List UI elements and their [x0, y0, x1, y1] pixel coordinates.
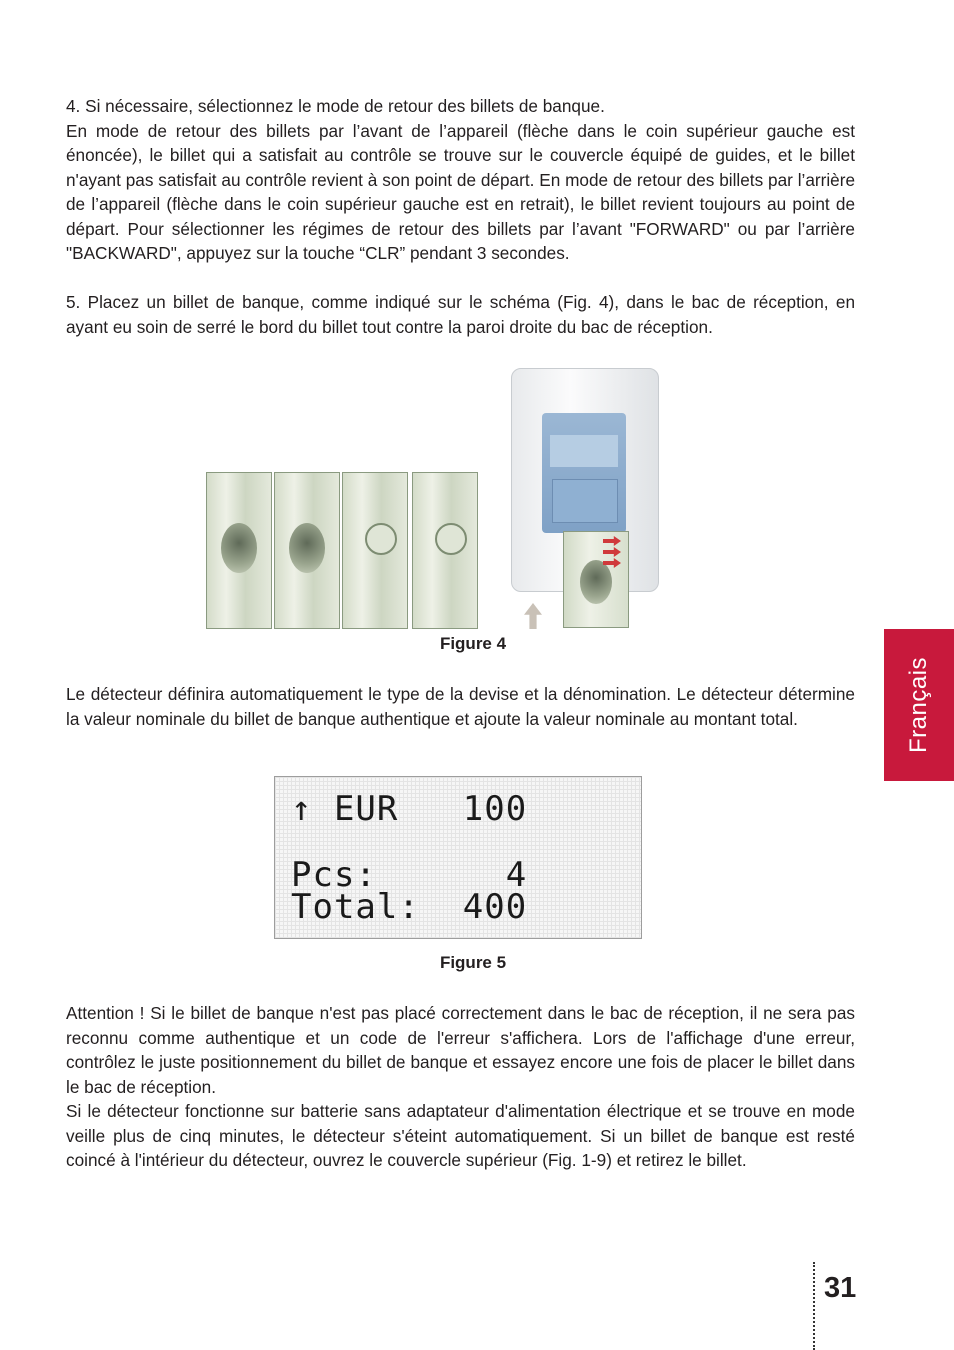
paragraph-detection: Le détecteur définira automatiquement le type de la devise et la dénomination. Le détecteur détermine la valeur nominale du billet de banque authentique et ajoute la valeur nominale au montant total. — [66, 684, 855, 729]
language-tab — [884, 629, 954, 781]
paragraph-step-5: 5. Placez un billet de banque, comme indiqué sur le schéma (Fig. 4), dans le bac de réception, en ayant eu soin de serré le bord du billet tout contre la paroi droite du bac de réception. — [66, 292, 855, 337]
paragraph-return-mode: En mode de retour des billets par l’avant de l’appareil (flèche dans le coin supérieur gauche est énoncée), le billet qui a satisfait au contrôle se trouve sur le couvercle équipé de guides, et le billet n'ayant pas satisfait au contrôle revient à son point de départ. En mode de retour des billets par l’arrière de l’appareil (flèche dans le coin supérieur gauche est en retrait), le billet revient toujours au point de départ. Pour sélectionner les régimes de retour des billets par l’avant "FORWARD" ou par l’arrière "BACKWARD", appuyez sur la touche “CLR” pendant 3 secondes. — [66, 120, 855, 263]
lcd-display-figure — [274, 776, 642, 939]
language-tab-label: Français — [905, 656, 932, 754]
lcd-line-currency: ↑ EUR 100 — [291, 789, 528, 829]
page-number: 31 — [824, 1272, 857, 1304]
inserted-banknote-image — [563, 531, 629, 628]
paragraph-battery: Si le détecteur fonctionne sur batterie sans adaptateur d'alimentation électrique et se trouve en mode veille plus de cinq minutes, le détecteur s'éteint automatiquement. Si un billet de banque est resté coincé à l'intérieur du détecteur, ouvrez le couvercle supérieur (Fig. 1-9) et retirez le billet. — [66, 1101, 855, 1170]
paragraph-step-4: 4. Si nécessaire, sélectionnez le mode de retour des billets de banque. — [66, 96, 605, 116]
figure-5-caption: Figure 5 — [439, 953, 507, 972]
figure-4-caption: Figure 4 — [439, 634, 507, 653]
banknote-image — [412, 472, 478, 629]
banknote-image — [274, 472, 340, 629]
lcd-line-pieces: Pcs: 4 — [291, 855, 528, 895]
page-number-divider — [813, 1262, 815, 1350]
lcd-line-total: Total: 400 — [291, 887, 528, 927]
banknote-image — [342, 472, 408, 629]
banknote-image — [206, 472, 272, 629]
paragraph-attention: Attention ! Si le billet de banque n'est pas placé correctement dans le bac de réception, il ne sera pas reconnu comme authentique et un code de l'erreur s'affichera. Lors de l'affichage d'une erreur, contrôlez le juste positionnement du billet de banque et essayez encore une fois de placer le billet dans le bac de réception. — [66, 1003, 855, 1097]
up-arrow-icon — [524, 603, 542, 629]
